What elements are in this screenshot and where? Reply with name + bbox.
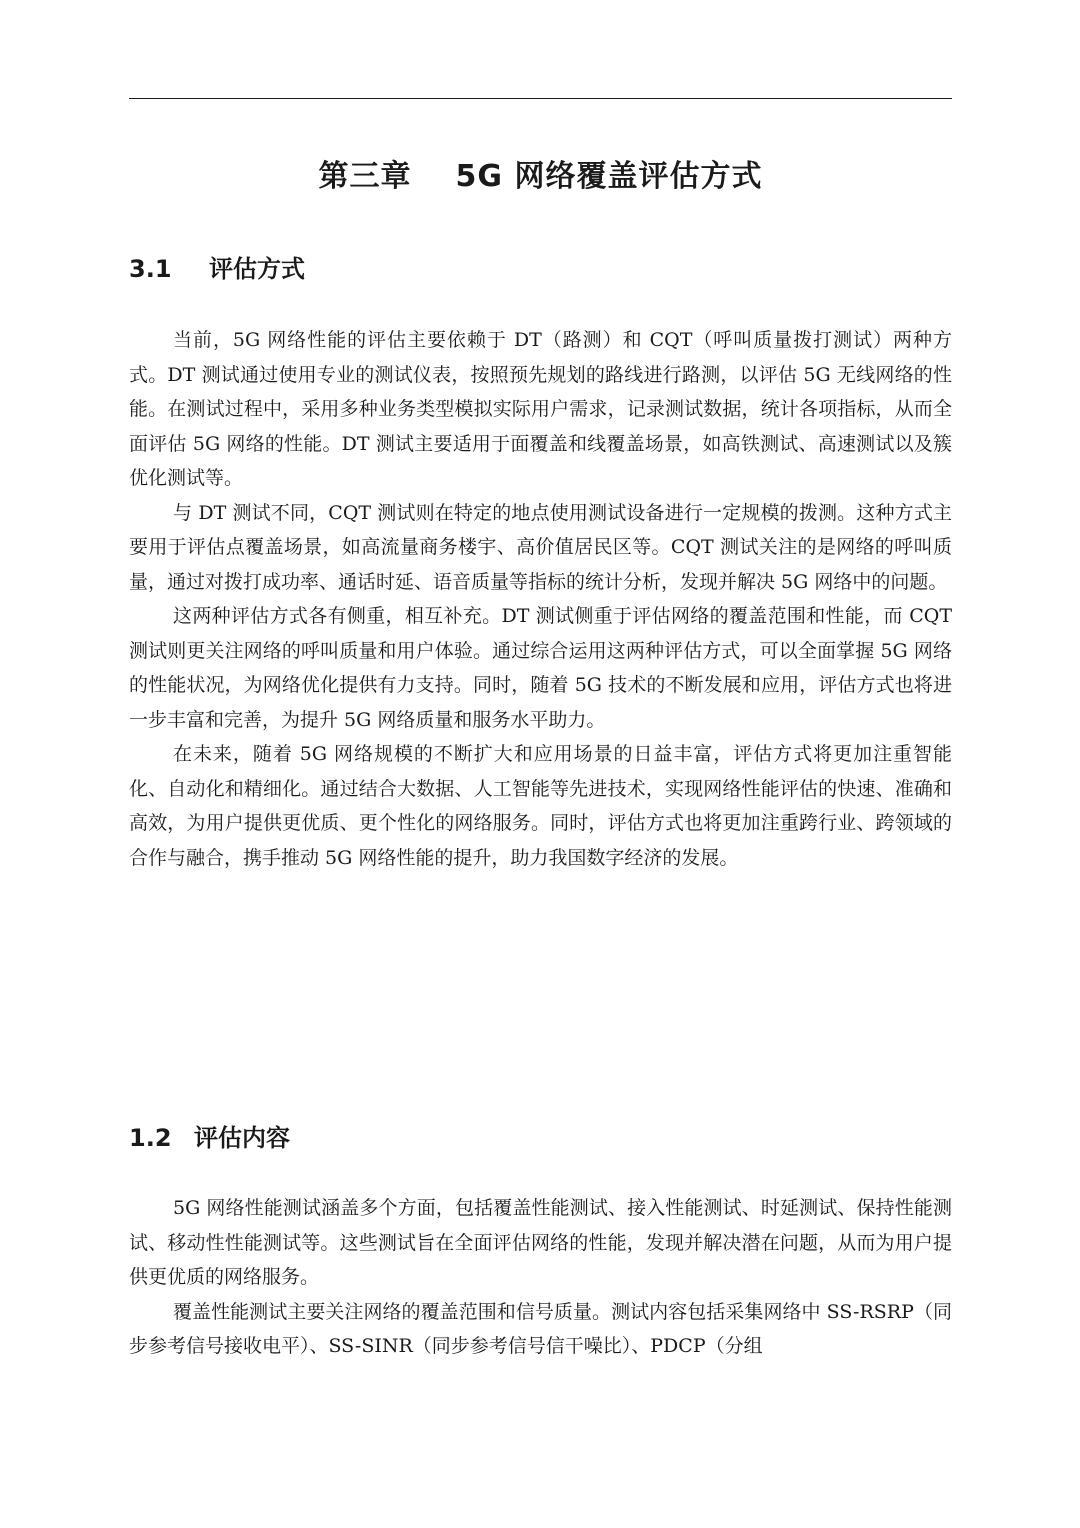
chapter-title-text: 5G 网络覆盖评估方式 bbox=[455, 159, 763, 194]
paragraph: 当前，5G 网络性能的评估主要依赖于 DT（路测）和 CQT（呼叫质量拨打测试）两种方式。DT 测试通过使用专业的测试仪表，按照预先规划的路线进行路测，以评估 5G 无线网络的性能。在测试过程中，采用多种业务类型模拟实际用户需求，记录测试数据，统计各项指标，从而全面评估 5G 网络的性能。DT 测试主要适用于面覆盖和线覆盖场景，如高铁测试、高速测试以及簇优化测试等。 bbox=[129, 329, 952, 489]
section-heading-1-2 bbox=[129, 1118, 290, 1158]
paragraph: 在未来，随着 5G 网络规模的不断扩大和应用场景的日益丰富，评估方式将更加注重智能化、自动化和精细化。通过结合大数据、人工智能等先进技术，实现网络性能评估的快速、准确和高效，为用户提供更优质、更个性化的网络服务。同时，评估方式也将更加注重跨行业、跨领域的合作与融合，携手推动 5G 网络性能的提升，助力我国数字经济的发展。 bbox=[129, 743, 952, 869]
paragraph: 与 DT 测试不同，CQT 测试则在特定的地点使用测试设备进行一定规模的拨测。这种方式主要用于评估点覆盖场景，如高流量商务楼宇、高价值居民区等。CQT 测试关注的是网络的呼叫质量，通过对拨打成功率、通话时延、语音质量等指标的统计分析，发现并解决 5G 网络中的问题。 bbox=[129, 501, 952, 593]
paragraph: 5G 网络性能测试涵盖多个方面，包括覆盖性能测试、接入性能测试、时延测试、保持性能测试、移动性性能测试等。这些测试旨在全面评估网络的性能，发现并解决潜在问题，从而为用户提供更优质的网络服务。 bbox=[129, 1197, 952, 1288]
header-rule bbox=[129, 98, 952, 99]
section-body-1-2 bbox=[129, 1191, 952, 1364]
chapter-title bbox=[129, 150, 952, 204]
paragraph: 覆盖性能测试主要关注网络的覆盖范围和信号质量。测试内容包括采集网络中 SS-RSRP（同步参考信号接收电平）、SS-SINR（同步参考信号信干噪比）、PDCP（分组 bbox=[129, 1300, 952, 1357]
section-heading-3-1 bbox=[129, 249, 305, 289]
section-number: 3.1 bbox=[129, 255, 172, 283]
section-title: 评估方式 bbox=[209, 255, 305, 283]
section-body-3-1 bbox=[129, 323, 952, 875]
paragraph: 这两种评估方式各有侧重，相互补充。DT 测试侧重于评估网络的覆盖范围和性能，而 CQT 测试则更关注网络的呼叫质量和用户体验。通过综合运用这两种评估方式，可以全面掌握 5G 网络的性能状况，为网络优化提供有力支持。同时，随着 5G 技术的不断发展和应用，评估方式也将进一步丰富和完善，为提升 5G 网络质量和服务水平助力。 bbox=[129, 605, 952, 731]
section-title: 评估内容 bbox=[194, 1124, 290, 1152]
section-number: 1.2 bbox=[129, 1124, 172, 1152]
chapter-number: 第三章 bbox=[318, 159, 412, 194]
